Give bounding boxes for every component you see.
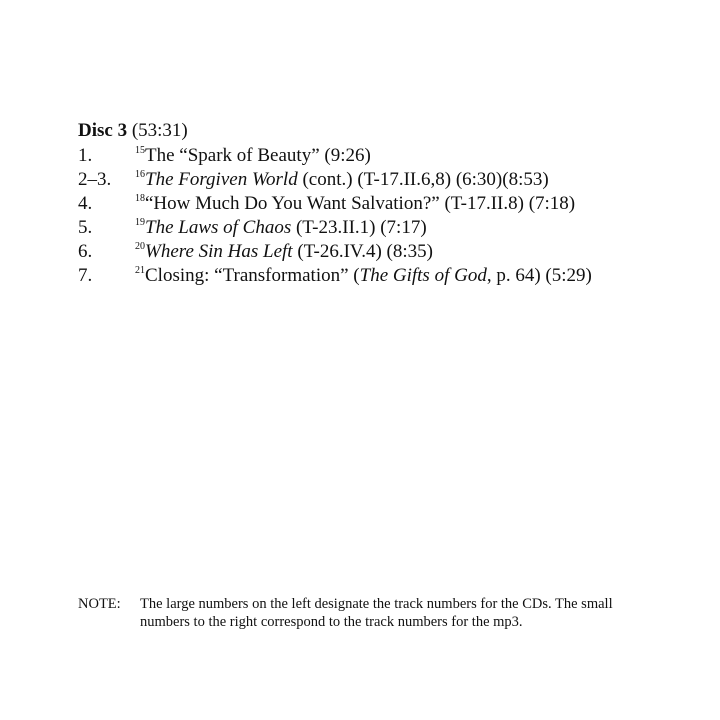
disc-header xyxy=(78,120,188,142)
track-row xyxy=(78,168,708,192)
track-description xyxy=(135,192,575,216)
track-text: (T-23.II.1) (7:17) xyxy=(291,217,427,238)
track-row xyxy=(78,144,708,168)
track-text: (cont.) (T-17.II.6,8) (6:30)(8:53) xyxy=(297,169,549,190)
track-text: , p. 64) (5:29) xyxy=(486,265,592,286)
track-title-italic: The Laws of Chaos xyxy=(145,217,292,238)
track-title-italic: Where Sin Has Left xyxy=(145,241,293,262)
track-list xyxy=(78,144,708,288)
track-description xyxy=(135,216,427,240)
track-row xyxy=(78,192,708,216)
mp3-track-number: 16 xyxy=(135,169,145,180)
note-text: The large numbers on the left designate the track numbers for the CDs. The small numbers to the right correspond to the track numbers for the mp3. xyxy=(140,596,613,630)
track-row xyxy=(78,240,708,264)
track-description xyxy=(135,144,371,168)
mp3-track-number: 18 xyxy=(135,193,145,204)
note-label: NOTE: xyxy=(78,596,121,612)
track-text: (T-26.IV.4) (8:35) xyxy=(292,241,433,262)
mp3-track-number: 20 xyxy=(135,241,145,252)
disc-title: Disc 3 xyxy=(78,120,128,141)
track-description xyxy=(135,264,592,288)
disc-duration: (53:31) xyxy=(131,120,188,141)
cd-track-number: 5. xyxy=(78,217,93,238)
cd-track-number: 2–3. xyxy=(78,169,112,190)
cd-track-number: 1. xyxy=(78,145,93,166)
track-text: “How Much Do You Want Salvation?” (T-17.II.8) (7:18) xyxy=(145,193,576,214)
track-description xyxy=(135,240,433,264)
track-title-italic: The Gifts of God xyxy=(359,265,487,286)
cd-track-number: 4. xyxy=(78,193,93,214)
track-row xyxy=(78,216,708,240)
track-description xyxy=(135,168,549,192)
mp3-track-number: 21 xyxy=(135,265,145,276)
mp3-track-number: 15 xyxy=(135,145,145,156)
track-text: Closing: “Transformation” ( xyxy=(145,265,360,286)
track-text: The “Spark of Beauty” (9:26) xyxy=(145,145,371,166)
cd-track-number: 6. xyxy=(78,241,93,262)
track-row xyxy=(78,264,708,288)
mp3-track-number: 19 xyxy=(135,217,145,228)
track-title-italic: The Forgiven World xyxy=(145,169,298,190)
cd-track-number: 7. xyxy=(78,265,93,286)
